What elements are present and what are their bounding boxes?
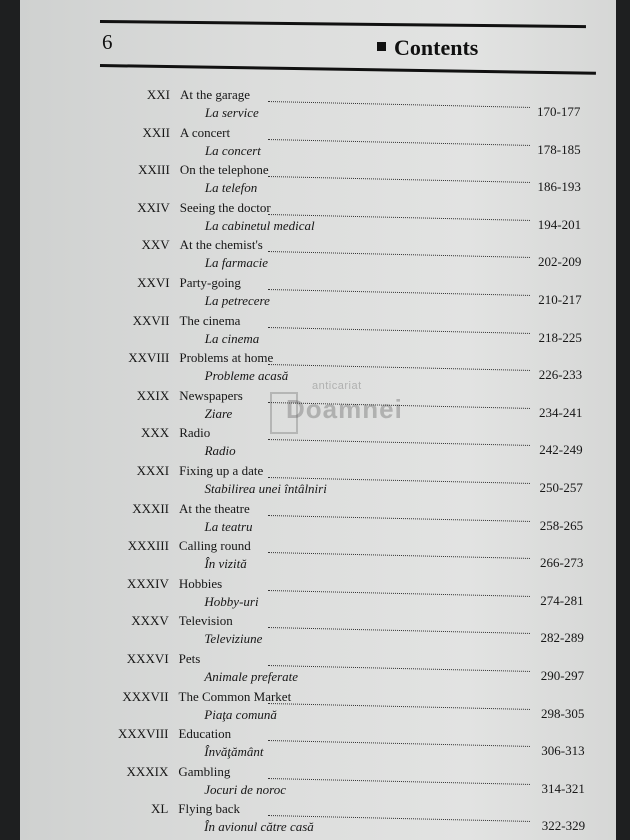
- entry-page-range: 258-265: [539, 517, 584, 533]
- entry-translation: La concert: [204, 142, 261, 158]
- entry-translation: La teatru: [204, 518, 253, 534]
- entry-roman-numeral: XXIV: [137, 199, 170, 215]
- entry-roman-numeral: XXI: [146, 87, 170, 102]
- entry-roman-numeral: XXXIX: [126, 763, 169, 779]
- entry-translation: În vizită: [204, 556, 247, 572]
- entry-page-range: 274-281: [540, 592, 584, 608]
- entry-page-range: 266-273: [540, 555, 584, 571]
- entry-roman-numeral: XXII: [142, 124, 170, 140]
- entry-page-range: 178-185: [537, 141, 581, 157]
- entry-page-range: 298-305: [541, 705, 585, 721]
- entry-roman-numeral: XXXVIII: [117, 726, 169, 742]
- entry-title: Newspapers: [179, 387, 243, 403]
- entry-translation: Radio: [204, 443, 236, 459]
- page-title-text: Contents: [394, 35, 479, 60]
- entry-translation: La petrecere: [204, 293, 270, 308]
- entry-page-range: 290-297: [540, 668, 585, 683]
- entry-page-range: 234-241: [539, 404, 583, 420]
- entry-title: Seeing the doctor: [179, 199, 271, 215]
- watermark-main-text: Doamnei: [286, 394, 403, 424]
- entry-title: At the garage: [180, 87, 251, 102]
- entry-translation: Ziare: [204, 405, 233, 421]
- entry-title: Television: [178, 613, 233, 629]
- entry-dot-leader: [268, 176, 530, 183]
- entry-roman-numeral: XXIII: [138, 162, 170, 178]
- entry-translation: Învăţământ: [204, 744, 264, 760]
- entry-translation: La cabinetul medical: [204, 217, 315, 233]
- entry-roman-numeral: XXXIV: [126, 575, 169, 591]
- entry-translation: Probleme acasă: [204, 368, 289, 384]
- page-number: 6: [102, 30, 113, 54]
- entry-dot-leader: [268, 665, 530, 672]
- entry-translation: La telefon: [204, 180, 258, 196]
- entry-roman-numeral: XXXII: [132, 500, 170, 516]
- entry-page-range: 306-313: [541, 743, 585, 759]
- entry-translation: La cinema: [204, 330, 260, 346]
- entry-title: On the telephone: [179, 162, 269, 178]
- entry-dot-leader: [268, 778, 530, 785]
- entry-roman-numeral: XXV: [141, 237, 170, 253]
- entry-roman-numeral: XXVIII: [128, 350, 170, 366]
- entry-title: The Common Market: [178, 688, 292, 704]
- entry-title: At the chemist's: [179, 237, 263, 253]
- entry-roman-numeral: XXXVII: [122, 688, 169, 704]
- entry-translation: Animale preferate: [204, 669, 299, 684]
- entry-title: Pets: [178, 651, 201, 666]
- entry-translation: Hobby-uri: [204, 593, 259, 609]
- entry-title: Calling round: [178, 538, 251, 554]
- entry-title: A concert: [179, 124, 231, 140]
- entry-title: Flying back: [178, 801, 241, 817]
- entry-dot-leader: [268, 402, 530, 409]
- entry-page-range: 210-217: [538, 292, 582, 307]
- entry-translation: La service: [205, 105, 259, 120]
- entry-translation: Televiziune: [204, 631, 263, 647]
- entry-translation: Stabilirea unei întâlniri: [204, 481, 327, 496]
- entry-roman-numeral: XXIX: [136, 387, 170, 403]
- entry-title: The cinema: [179, 312, 241, 328]
- entry-page-range: 218-225: [538, 329, 582, 345]
- entry-roman-numeral: XXXI: [136, 463, 170, 478]
- entry-dot-leader: [268, 740, 530, 747]
- entry-title: Gambling: [178, 763, 231, 779]
- entry-page-range: 186-193: [537, 179, 581, 195]
- entry-dot-leader: [268, 590, 530, 597]
- entry-translation: Jocuri de noroc: [204, 781, 287, 797]
- entry-page-range: 226-233: [538, 367, 583, 383]
- entry-translation: Piaţa comună: [204, 706, 277, 722]
- entry-dot-leader: [268, 703, 530, 710]
- entry-dot-leader: [268, 139, 530, 146]
- entry-dot-leader: [268, 515, 530, 522]
- entry-dot-leader: [268, 289, 530, 296]
- entry-page-range: 170-177: [537, 104, 581, 119]
- entry-dot-leader: [268, 251, 530, 258]
- entry-roman-numeral: XXVII: [132, 312, 170, 328]
- entry-roman-numeral: XXXVI: [126, 651, 169, 666]
- watermark-top-text: anticariat: [312, 380, 362, 392]
- entry-title: Education: [178, 726, 232, 742]
- entry-roman-numeral: XXXV: [131, 613, 169, 629]
- entry-title: Problems at home: [179, 350, 274, 366]
- entry-title: Radio: [179, 425, 211, 441]
- entry-dot-leader: [268, 101, 530, 108]
- entry-dot-leader: [268, 627, 530, 634]
- entry-dot-leader: [268, 439, 530, 446]
- entry-page-range: 250-257: [539, 480, 583, 495]
- book-page: [20, 0, 616, 840]
- entry-roman-numeral: XXX: [141, 425, 170, 441]
- entry-title: Party-going: [179, 275, 241, 290]
- entry-title: Fixing up a date: [179, 463, 264, 478]
- entry-roman-numeral: XL: [150, 801, 169, 817]
- entry-dot-leader: [268, 364, 530, 371]
- entry-roman-numeral: XXXIII: [127, 538, 169, 554]
- entry-page-range: 282-289: [540, 630, 584, 646]
- entry-dot-leader: [268, 327, 530, 334]
- entry-roman-numeral: XXVI: [137, 275, 170, 290]
- table-of-contents: [20, 0, 616, 840]
- entry-translation: La farmacie: [204, 255, 269, 271]
- entry-page-range: 314-321: [541, 780, 585, 796]
- entry-page-range: 242-249: [539, 442, 583, 458]
- entry-page-range: 194-201: [537, 216, 582, 232]
- entry-title: Hobbies: [178, 575, 223, 591]
- entry-title: At the theatre: [179, 500, 250, 516]
- entry-dot-leader: [268, 552, 530, 559]
- entry-page-range: 202-209: [538, 254, 582, 270]
- entry-page-range: 322-329: [541, 818, 586, 834]
- entry-translation: În avionul către casă: [204, 819, 314, 835]
